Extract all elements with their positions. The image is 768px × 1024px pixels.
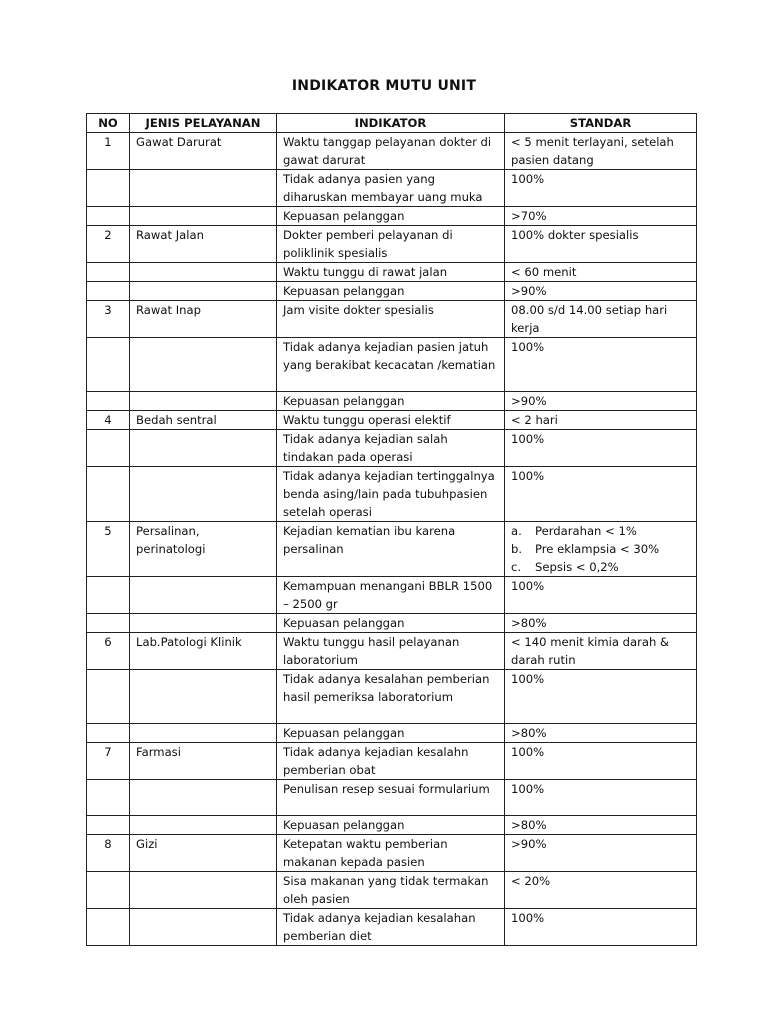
table-row [87, 816, 697, 835]
cell-standard: >90% [505, 835, 697, 872]
cell-standard: < 60 menit [505, 263, 697, 282]
cell-indicator: Tidak adanya kejadian kesalahan pemberian diet [277, 909, 505, 946]
cell-no: 4 [87, 411, 130, 430]
cell-service: Gizi [130, 835, 277, 872]
cell-standard: 100% [505, 780, 697, 816]
cell-indicator: Waktu tanggap pelayanan dokter di gawat darurat [277, 133, 505, 170]
cell-service: Rawat Inap [130, 301, 277, 338]
cell-indicator: Kepuasan pelanggan [277, 207, 505, 226]
cell-indicator: Dokter pemberi pelayanan di poliklinik spesialis [277, 226, 505, 263]
header-no: NO [87, 114, 130, 133]
table-row [87, 467, 697, 522]
table-row [87, 614, 697, 633]
cell-service [130, 392, 277, 411]
cell-no [87, 263, 130, 282]
table-row [87, 301, 697, 338]
cell-indicator: Tidak adanya kesalahan pemberian hasil pemeriksa laboratorium [277, 670, 505, 724]
cell-no [87, 577, 130, 614]
cell-standard: 100% dokter spesialis [505, 226, 697, 263]
table-row [87, 338, 697, 392]
table-row [87, 577, 697, 614]
cell-service: Farmasi [130, 743, 277, 780]
cell-indicator: Waktu tunggu operasi elektif [277, 411, 505, 430]
standard-list-item [511, 522, 690, 540]
cell-service [130, 780, 277, 816]
standard-list [511, 522, 690, 576]
cell-service [130, 338, 277, 392]
cell-service [130, 724, 277, 743]
cell-indicator: Kepuasan pelanggan [277, 614, 505, 633]
cell-indicator: Kepuasan pelanggan [277, 724, 505, 743]
cell-standard: >80% [505, 614, 697, 633]
cell-no [87, 614, 130, 633]
cell-service [130, 430, 277, 467]
cell-no [87, 170, 130, 207]
cell-standard: 08.00 s/d 14.00 setiap hari kerja [505, 301, 697, 338]
cell-no [87, 724, 130, 743]
list-text: Sepsis < 0,2% [535, 560, 619, 574]
cell-no [87, 207, 130, 226]
cell-service: Gawat Darurat [130, 133, 277, 170]
cell-standard: >80% [505, 816, 697, 835]
cell-standard: >90% [505, 392, 697, 411]
document-title: INDIKATOR MUTU UNIT [291, 78, 477, 94]
cell-service [130, 263, 277, 282]
cell-indicator: Kepuasan pelanggan [277, 282, 505, 301]
cell-service [130, 282, 277, 301]
cell-no: 2 [87, 226, 130, 263]
cell-indicator: Jam visite dokter spesialis [277, 301, 505, 338]
list-marker: b. [511, 542, 523, 556]
cell-indicator: Kepuasan pelanggan [277, 816, 505, 835]
cell-standard: < 20% [505, 872, 697, 909]
cell-no: 3 [87, 301, 130, 338]
cell-standard: 100% [505, 909, 697, 946]
table-row [87, 872, 697, 909]
header-service: JENIS PELAYANAN [130, 114, 277, 133]
cell-no [87, 816, 130, 835]
cell-service [130, 816, 277, 835]
cell-no: 1 [87, 133, 130, 170]
cell-indicator: Kemampuan menangani BBLR 1500 – 2500 gr [277, 577, 505, 614]
cell-standard [505, 522, 697, 577]
cell-service: Persalinan, perinatologi [130, 522, 277, 577]
cell-service: Bedah sentral [130, 411, 277, 430]
table-row [87, 133, 697, 170]
cell-indicator: Kepuasan pelanggan [277, 392, 505, 411]
cell-no: 6 [87, 633, 130, 670]
quality-indicator-table [86, 113, 697, 946]
cell-service: Lab.Patologi Klinik [130, 633, 277, 670]
cell-no [87, 282, 130, 301]
cell-standard: 100% [505, 743, 697, 780]
cell-indicator: Tidak adanya pasien yang diharuskan membayar uang muka [277, 170, 505, 207]
cell-service [130, 670, 277, 724]
cell-standard: < 5 menit terlayani, setelah pasien datang [505, 133, 697, 170]
cell-indicator: Tidak adanya kejadian tertinggalnya benda asing/lain pada tubuhpasien setelah operasi [277, 467, 505, 522]
cell-indicator: Tidak adanya kejadian pasien jatuh yang berakibat kecacatan /kematian [277, 338, 505, 392]
table-row [87, 282, 697, 301]
list-marker: c. [511, 560, 522, 574]
list-text: Perdarahan < 1% [535, 524, 637, 538]
cell-no [87, 670, 130, 724]
table-row [87, 724, 697, 743]
cell-standard: 100% [505, 338, 697, 392]
cell-standard: >90% [505, 282, 697, 301]
list-text: Pre eklampsia < 30% [535, 542, 660, 556]
cell-indicator: Tidak adanya kejadian kesalahn pemberian obat [277, 743, 505, 780]
table-row [87, 392, 697, 411]
table-row [87, 430, 697, 467]
cell-standard: 100% [505, 170, 697, 207]
cell-no [87, 467, 130, 522]
cell-standard: < 140 menit kimia darah & darah rutin [505, 633, 697, 670]
table-row [87, 909, 697, 946]
standard-list-item [511, 558, 690, 576]
cell-service [130, 872, 277, 909]
table-row [87, 522, 697, 577]
cell-service [130, 577, 277, 614]
cell-standard: 100% [505, 430, 697, 467]
cell-service [130, 467, 277, 522]
cell-standard: >70% [505, 207, 697, 226]
list-marker: a. [511, 524, 522, 538]
cell-no: 8 [87, 835, 130, 872]
table-header-row [87, 114, 697, 133]
cell-no [87, 780, 130, 816]
table-row [87, 170, 697, 207]
table-row [87, 411, 697, 430]
cell-service [130, 614, 277, 633]
header-indicator: INDIKATOR [277, 114, 505, 133]
cell-indicator: Sisa makanan yang tidak termakan oleh pasien [277, 872, 505, 909]
table-row [87, 207, 697, 226]
table-row [87, 835, 697, 872]
cell-no: 7 [87, 743, 130, 780]
cell-standard: 100% [505, 467, 697, 522]
cell-standard: >80% [505, 724, 697, 743]
header-standard: STANDAR [505, 114, 697, 133]
table-row [87, 633, 697, 670]
cell-no [87, 430, 130, 467]
cell-service: Rawat Jalan [130, 226, 277, 263]
standard-list-item [511, 540, 690, 558]
table-row [87, 263, 697, 282]
cell-no [87, 909, 130, 946]
table-row [87, 780, 697, 816]
table-row [87, 670, 697, 724]
cell-indicator: Tidak adanya kejadian salah tindakan pada operasi [277, 430, 505, 467]
cell-no [87, 872, 130, 909]
cell-service [130, 207, 277, 226]
cell-standard: 100% [505, 670, 697, 724]
cell-no [87, 338, 130, 392]
cell-standard: < 2 hari [505, 411, 697, 430]
cell-no: 5 [87, 522, 130, 577]
cell-indicator: Ketepatan waktu pemberian makanan kepada pasien [277, 835, 505, 872]
table-body [87, 133, 697, 946]
cell-indicator: Kejadian kematian ibu karena persalinan [277, 522, 505, 577]
cell-service [130, 170, 277, 207]
cell-indicator: Waktu tunggu hasil pelayanan laboratorium [277, 633, 505, 670]
cell-indicator: Penulisan resep sesuai formularium [277, 780, 505, 816]
table-row [87, 743, 697, 780]
cell-no [87, 392, 130, 411]
table-row [87, 226, 697, 263]
cell-standard: 100% [505, 577, 697, 614]
cell-service [130, 909, 277, 946]
cell-indicator: Waktu tunggu di rawat jalan [277, 263, 505, 282]
